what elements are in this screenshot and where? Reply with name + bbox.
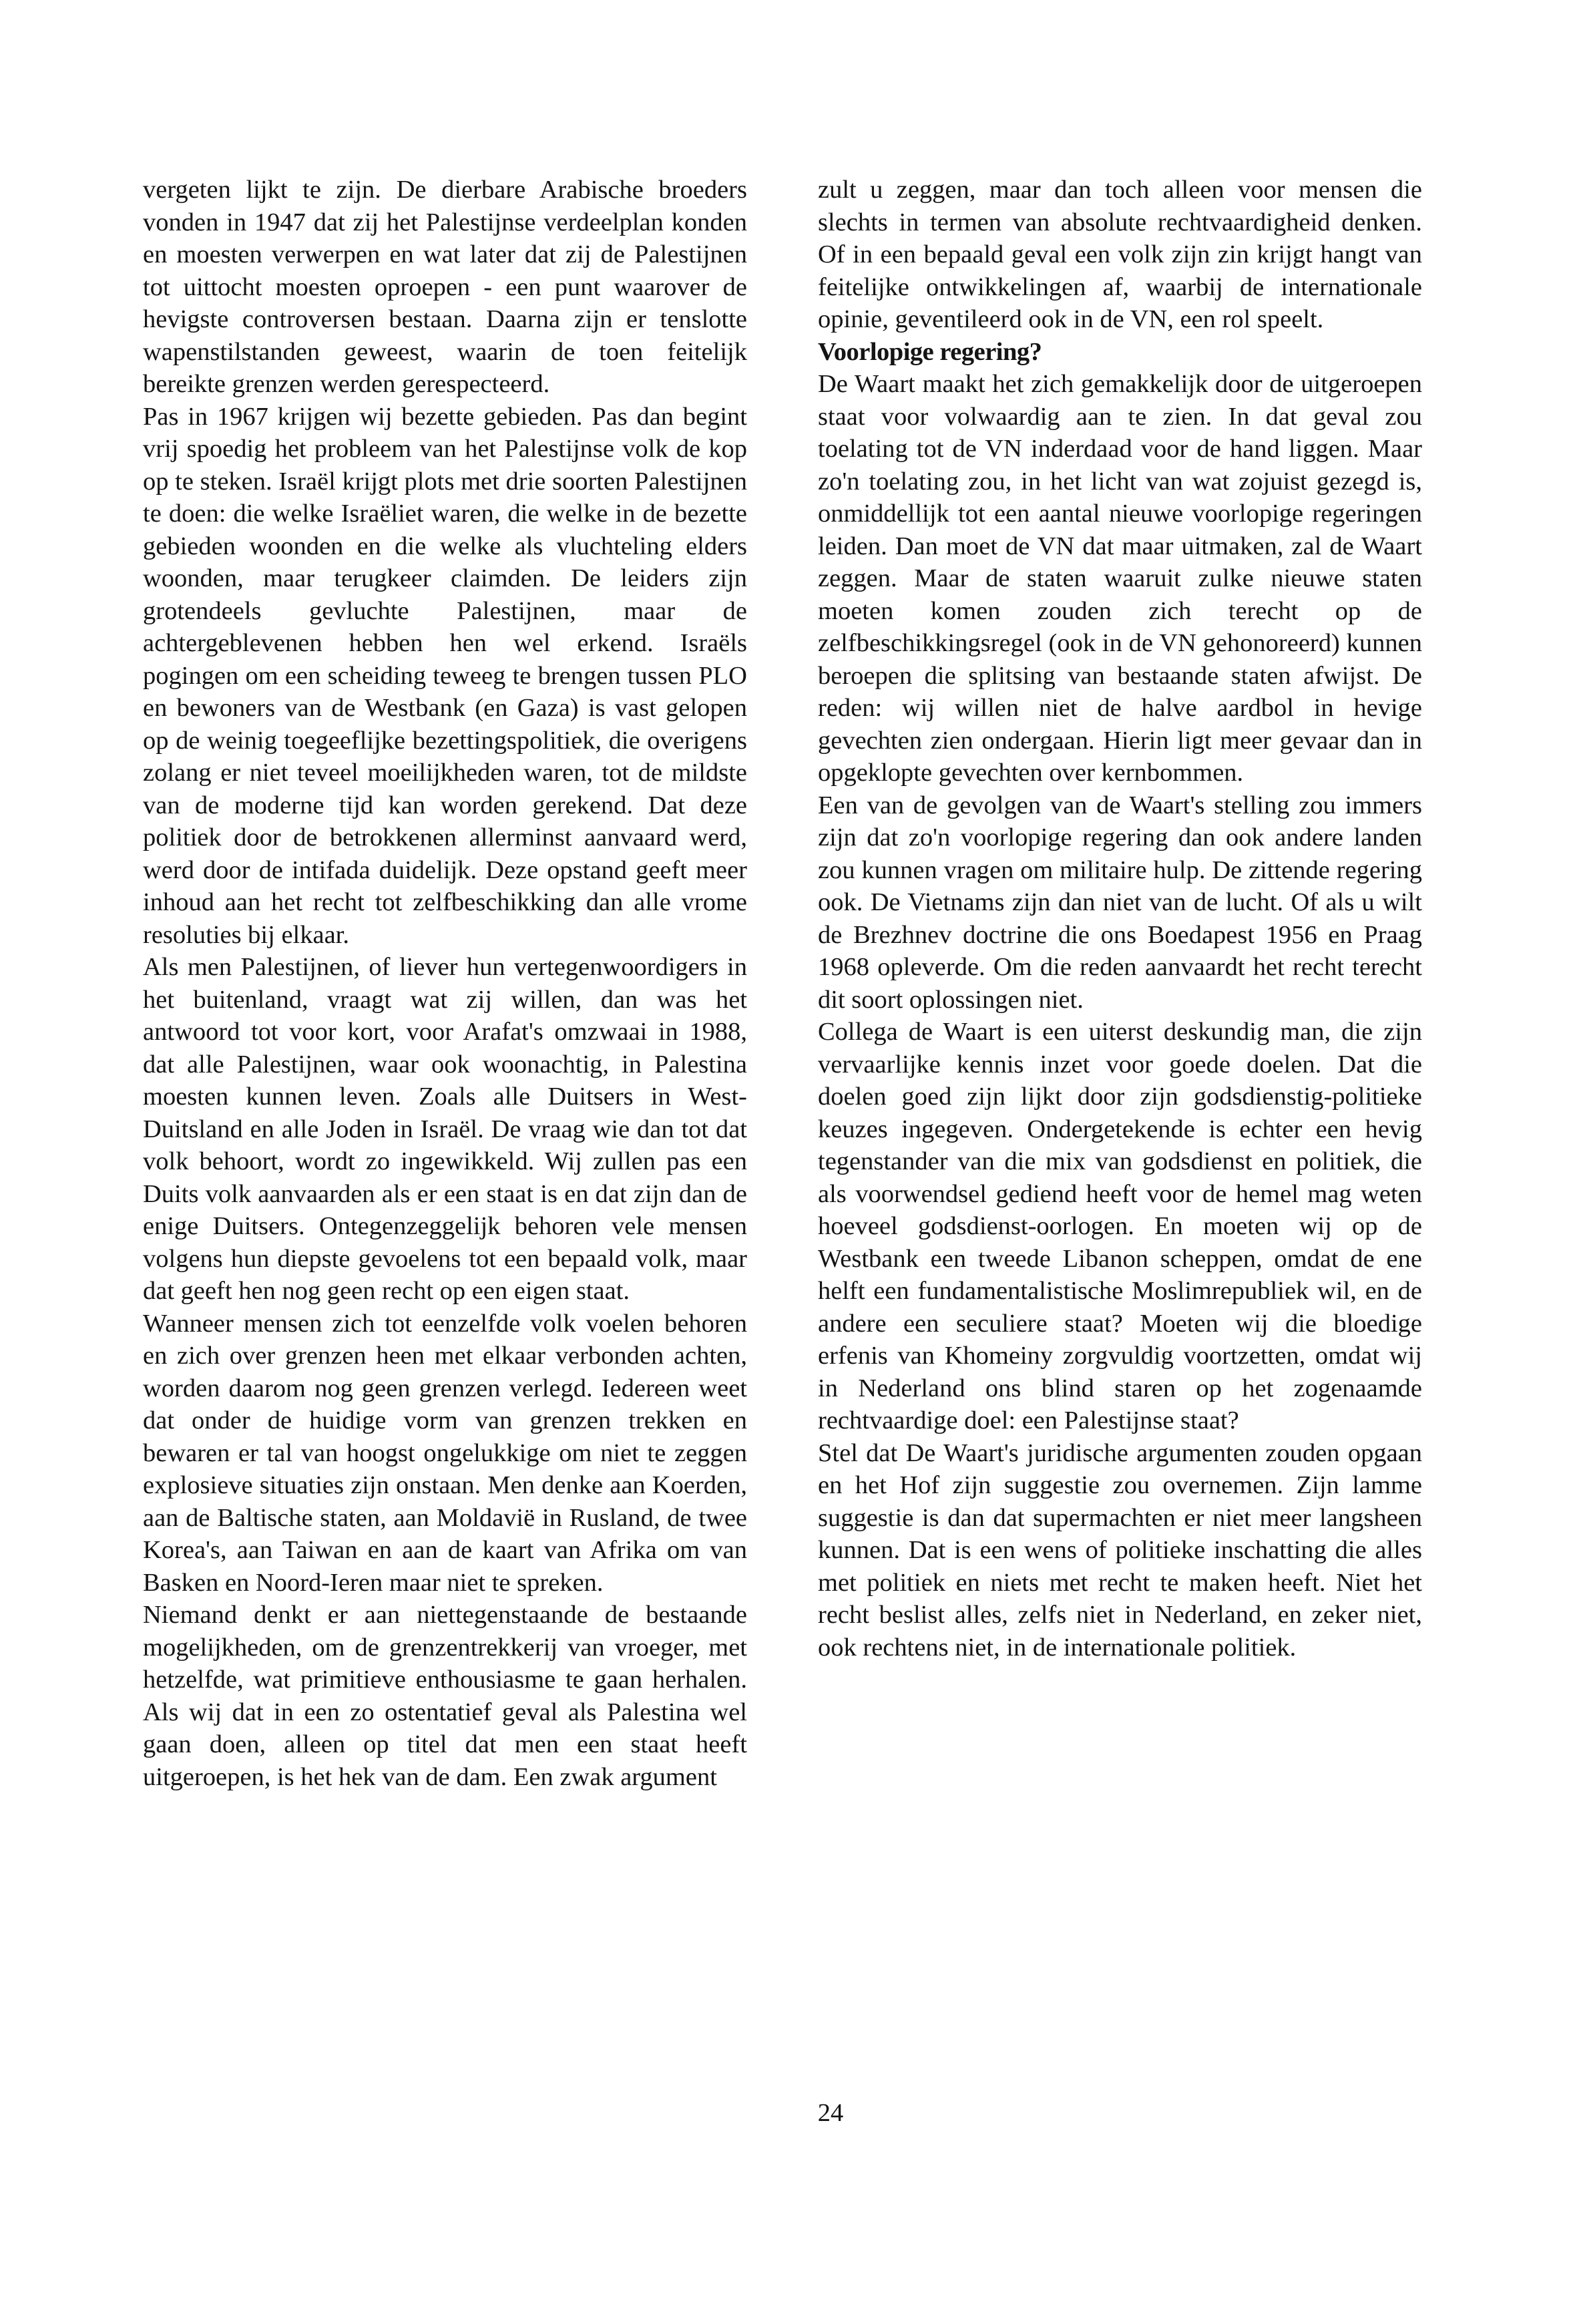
left-column	[143, 174, 747, 1793]
section-heading: Voorlopige regering?	[818, 337, 1042, 366]
right-column	[818, 174, 1422, 1664]
page-number: 24	[817, 2099, 844, 2127]
paragraph: vergeten lijkt te zijn. De dierbare Arabische broeders vonden in 1947 dat zij het Palestijnse verdeelplan konden en moesten verwerpen en wat later dat zij de Palestijnen tot uittocht moesten oproepen - een punt waarover de hevigste controversen bestaan. Daarna zijn er tenslotte wapenstilstanden geweest, waarin de toen feitelijk bereikte grenzen werden gerespecteerd.	[143, 176, 747, 398]
paragraph: Een van de gevolgen van de Waart's stelling zou immers zijn dat zo'n voorlopige regering dan ook andere landen zou kunnen vragen om militaire hulp. De zittende regering ook. De Vietnams zijn dan niet van de lucht. Of als u wilt de Brezhnev doctrine die ons Boedapest 1956 en Praag 1968 opleverde. Om die reden aanvaardt het recht terecht dit soort oplossingen niet.	[818, 791, 1422, 1014]
paragraph: Wanneer mensen zich tot eenzelfde volk voelen behoren en zich over grenzen heen met elkaar verbonden achten, worden daarom nog geen grenzen verlegd. Iedereen weet dat onder de huidige vorm van grenzen trekken en bewaren er tal van hoogst ongelukkige om niet te zeggen explosieve situaties zijn onstaan. Men denke aan Koerden, aan de Baltische staten, aan Moldavië in Rusland, de twee Korea's, aan Taiwan en aan de kaart van Afrika om van Basken en Noord-Ieren maar niet te spreken.	[143, 1309, 747, 1597]
paragraph: Als men Palestijnen, of liever hun vertegenwoordigers in het buitenland, vraagt wat zij willen, dan was het antwoord tot voor kort, voor Arafat's omzwaai in 1988, dat alle Palestijnen, waar ook woonachtig, in Palestina moesten kunnen leven. Zoals alle Duitsers in West-Duitsland en alle Joden in Israël. De vraag wie dan tot dat volk behoort, wordt zo ingewikkeld. Wij zullen pas een Duits volk aanvaarden als er een staat is en dat zijn dan de enige Duitsers. Ontegenzeggelijk behoren vele mensen volgens hun diepste gevoelens tot een bepaald volk, maar dat geeft hen nog geen recht op een eigen staat.	[143, 953, 747, 1305]
paragraph: Pas in 1967 krijgen wij bezette gebieden. Pas dan begint vrij spoedig het probleem van het Palestijnse volk de kop op te steken. Israël krijgt plots met drie soorten Palestijnen te doen: die welke Israëliet waren, die welke in de bezette gebieden woonden en die welke als vluchteling elders woonden, maar terugkeer claimden. De leiders zijn grotendeels gevluchte Palestijnen, maar de achtergeblevenen hebben hen wel erkend. Israëls pogingen om een scheiding teweeg te brengen tussen PLO en bewoners van de Westbank (en Gaza) is vast gelopen op de weinig toegeeflijke bezettingspolitiek, die overigens zolang er niet teveel moeilijkheden waren, tot de mildste van de moderne tijd kan worden gerekend. Dat deze politiek door de betrokkenen allerminst aanvaard werd, werd door de intifada duidelijk. Deze opstand geeft meer inhoud aan het recht tot zelfbeschikking dan alle vrome resoluties bij elkaar.	[143, 402, 747, 949]
paragraph: Collega de Waart is een uiterst deskundig man, die zijn vervaarlijke kennis inzet voor goede doelen. Dat die doelen goed zijn lijkt door zijn godsdienstig-politieke keuzes ingegeven. Ondergetekende is echter een hevig tegenstander van die mix van godsdienst en politiek, die als voorwendsel gediend heeft voor de hemel mag weten hoeveel godsdienst-oorlogen. En moeten wij op de Westbank een tweede Libanon scheppen, omdat de ene helft een fundamentalistische Moslimrepubliek wil, en de andere een seculiere staat? Moeten wij die bloedige erfenis van Khomeiny zorgvuldig voortzetten, omdat wij in Nederland ons blind staren op het zogenaamde rechtvaardige doel: een Palestijnse staat?	[818, 1018, 1422, 1434]
paragraph: Niemand denkt er aan niettegenstaande de bestaande mogelijkheden, om de grenzentrekkerij van vroeger, met hetzelfde, wat primitieve enthousiasme te gaan herhalen. Als wij dat in een zo ostentatief geval als Palestina wel gaan doen, alleen op titel dat men een staat heeft uitgeroepen, is het hek van de dam. Een zwak argument	[143, 1601, 747, 1791]
paragraph: De Waart maakt het zich gemakkelijk door de uitgeroepen staat voor volwaardig aan te zien. In dat geval zou toelating tot de VN inderdaad voor de hand liggen. Maar zo'n toelating zou, in het licht van wat zojuist gezegd is, onmiddellijk tot een aantal nieuwe voorlopige regeringen leiden. Dan moet de VN dat maar uitmaken, zal de Waart zeggen. Maar de staten waaruit zulke nieuwe staten moeten komen zouden zich terecht op de zelfbeschikkingsregel (ook in de VN gehonoreerd) kunnen beroepen die splitsing van bestaande staten afwijst. De reden: wij willen niet de halve aardbol in hevige gevechten zien ondergaan. Hierin ligt meer gevaar dan in opgeklopte gevechten over kernbommen.	[818, 370, 1422, 787]
paragraph: Stel dat De Waart's juridische argumenten zouden opgaan en het Hof zijn suggestie zou overnemen. Zijn lamme suggestie is dan dat supermachten er niet meer langsheen kunnen. Dat is een wens of politieke inschatting die alles met politiek en niets met recht te maken heeft. Niet het recht beslist alles, zelfs niet in Nederland, en zeker niet, ook rechtens niet, in de internationale politiek.	[818, 1438, 1422, 1662]
paragraph: zult u zeggen, maar dan toch alleen voor mensen die slechts in termen van absolute rechtvaardigheid denken. Of in een bepaald geval een volk zijn zin krijgt hangt van feitelijke ontwikkelingen af, waarbij de internationale opinie, geventileerd ook in de VN, een rol speelt.	[818, 176, 1422, 333]
